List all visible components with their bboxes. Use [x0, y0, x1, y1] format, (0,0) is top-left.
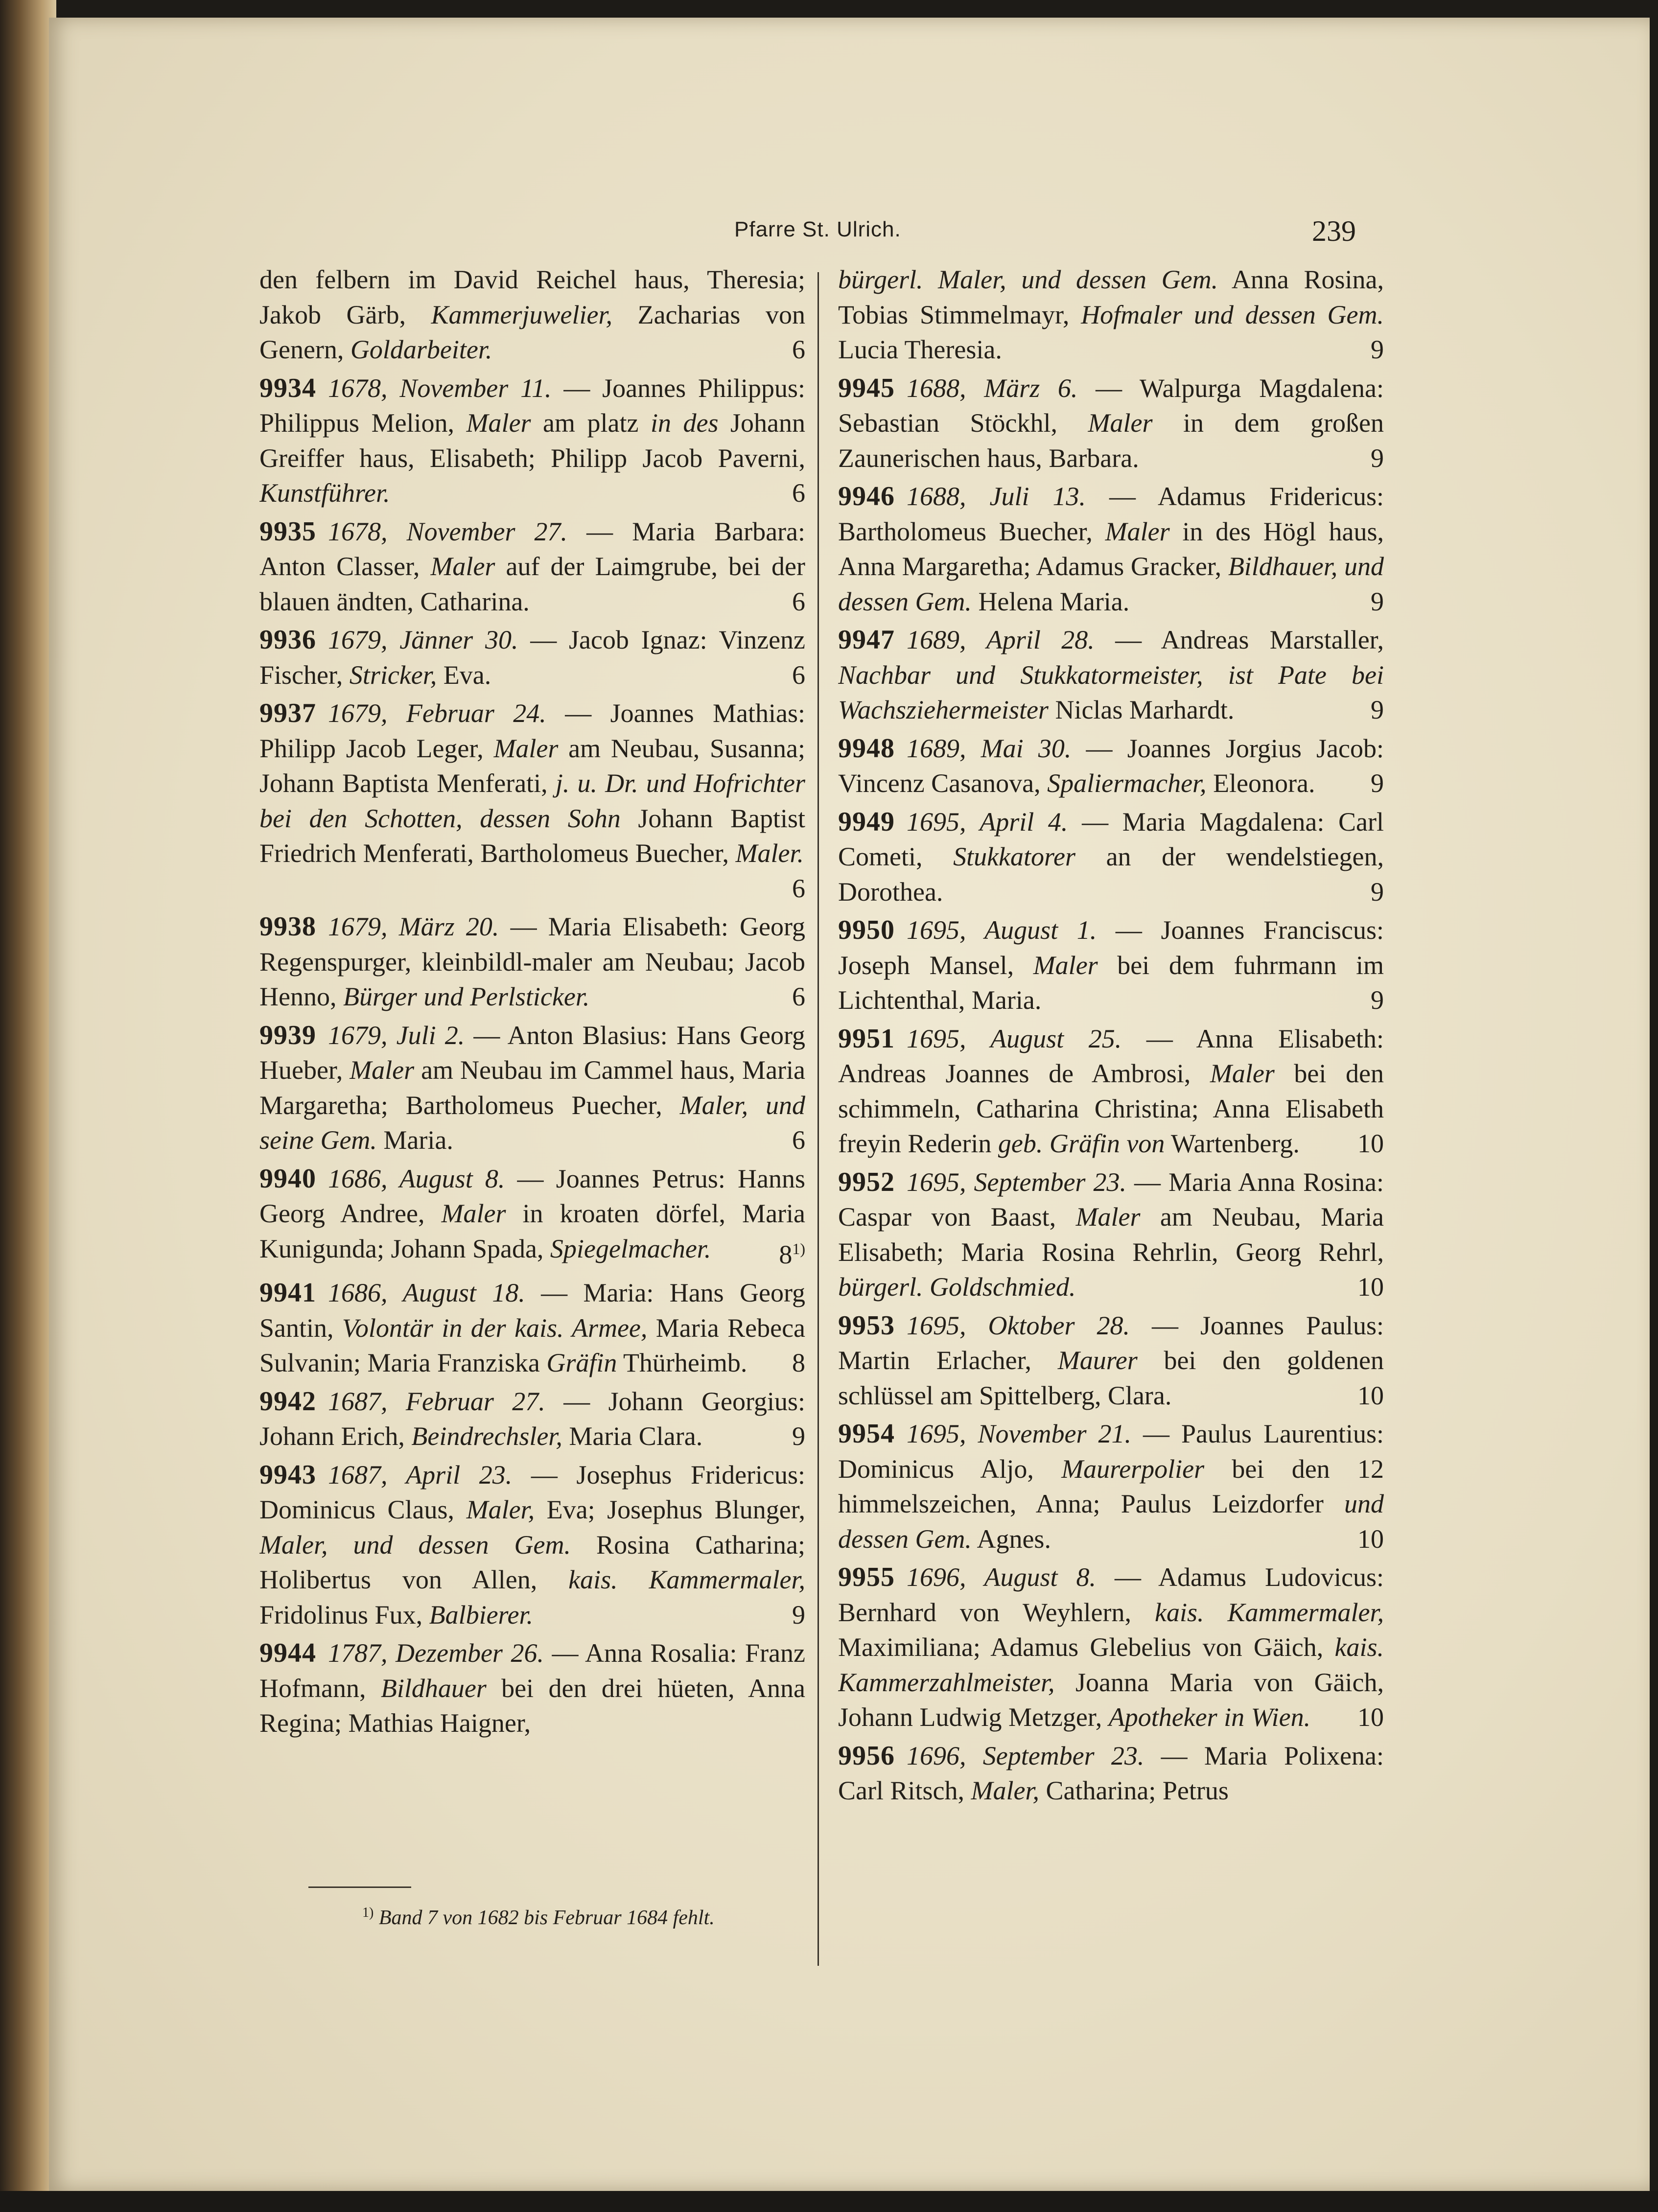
- entry-9936: 9936 1679, Jänner 30. — Jacob Ignaz: Vinzenz Fischer, Stricker, Eva. 6: [259, 623, 805, 693]
- footnote: [362, 1905, 715, 1930]
- entry-number: 9935: [259, 516, 316, 547]
- fee: 9: [1371, 877, 1384, 907]
- entry-number: 9944: [259, 1638, 316, 1668]
- entry-9946: 9946 1688, Juli 13. — Adamus Fridericus: Bartholomeus Buecher, Maler in des Högl haus, Anna Margaretha; Adamus Gracker, Bildhauer, und dessen Gem. Helena Maria. 9: [838, 479, 1384, 619]
- entry-date: 1689, Mai 30.: [907, 733, 1072, 763]
- fee: 10: [1357, 1380, 1384, 1410]
- fee: 8: [792, 1348, 805, 1377]
- entry-date: 1678, November 11.: [328, 373, 552, 403]
- scan-bottom-edge: [0, 2191, 1658, 2212]
- entry-date: 1687, April 23.: [328, 1460, 513, 1490]
- entry-number: 9937: [259, 698, 316, 728]
- footnote-marker: 1): [792, 1239, 805, 1257]
- entry-date: 1679, Juli 2.: [328, 1020, 465, 1050]
- fee: 9: [792, 1600, 805, 1630]
- book-spine: [0, 0, 56, 2212]
- fee: 6: [792, 478, 805, 508]
- fee: 6: [792, 873, 805, 903]
- fee: 8$^{1)}$: [779, 1239, 805, 1269]
- entry-9939: 9939 1679, Juli 2. — Anton Blasius: Hans Georg Hueber, Maler am Neubau im Cammel haus, Maria Margaretha; Bartholomeus Puecher, Maler, und seine Gem. Maria. 6: [259, 1018, 805, 1158]
- fee: 9: [1371, 695, 1384, 724]
- entry-9953: 9953 1695, Oktober 28. — Joannes Paulus: Martin Erlacher, Maurer bei den goldenen schlüssel am Spittelberg, Clara. 10: [838, 1308, 1384, 1414]
- left-column: [259, 262, 805, 1956]
- fee: 10: [1357, 1702, 1384, 1732]
- entry-9943: 9943 1687, April 23. — Josephus Fridericus: Dominicus Claus, Maler, Eva; Josephus Blunger, Maler, und dessen Gem. Rosina Catharina; Holibertus von Allen, kais. Kammermaler, Fridolinus Fux, Balbierer. 9: [259, 1458, 805, 1633]
- entry-9934: 9934 1678, November 11. — Joannes Philippus: Philippus Melion, Maler am platz in des Johann Greiffer haus, Elisabeth; Philipp Jacob Paverni, Kunstführer. 6: [259, 371, 805, 511]
- entry-number: 9953: [838, 1310, 895, 1341]
- entry-date: 1688, Juli 13.: [907, 482, 1086, 511]
- entry-date: 1686, August 8.: [328, 1164, 505, 1193]
- entry-9935: 9935 1678, November 27. — Maria Barbara: Anton Classer, Maler auf der Laimgrube, bei der blauen ändten, Catharina. 6: [259, 514, 805, 620]
- entry-number: 9941: [259, 1278, 316, 1308]
- fee: 10: [1357, 1524, 1384, 1554]
- entry-9941: 9941 1686, August 18. — Maria: Hans Georg Santin, Volontär in der kais. Armee, Maria Rebeca Sulvanin; Maria Franziska Gräfin Thürheimb. 8: [259, 1276, 805, 1381]
- fee: 9: [1371, 586, 1384, 616]
- entry-9942: 9942 1687, Februar 27. — Johann Georgius: Johann Erich, Beindrechsler, Maria Clara. 9: [259, 1384, 805, 1454]
- page-number: 239: [1312, 215, 1356, 247]
- fee: 6: [792, 1125, 805, 1155]
- entry-number: 9948: [838, 733, 895, 764]
- column-divider: [817, 272, 819, 1966]
- entry-date: 1689, April 28.: [907, 625, 1095, 654]
- entry-number: 9946: [838, 481, 895, 512]
- entry-number: 9951: [838, 1023, 895, 1054]
- fee: 6: [792, 660, 805, 690]
- entry-date: 1787, Dezember 26.: [328, 1638, 544, 1668]
- entry-date: 1695, September 23.: [907, 1167, 1126, 1197]
- footnote-rule: [308, 1886, 411, 1888]
- right-column: [838, 262, 1384, 1956]
- fee: 9: [1371, 768, 1384, 798]
- entry-continuation: den felbern im David Reichel haus, Theresia; Jakob Gärb, Kammerjuwelier, Zacharias von Genern, Goldarbeiter. 6: [259, 262, 805, 368]
- entry-number: 9952: [838, 1166, 895, 1197]
- entry-9951: 9951 1695, August 25. — Anna Elisabeth: Andreas Joannes de Ambrosi, Maler bei den schimmeln, Catharina Christina; Anna Elisabeth freyin Rederin geb. Gräfin von Wartenberg. 10: [838, 1022, 1384, 1162]
- entry-date: 1688, März 6.: [907, 373, 1078, 403]
- fee: 10: [1357, 1272, 1384, 1302]
- entry-9947: 9947 1689, April 28. — Andreas Marstaller, Nachbar und Stukkatormeister, ist Pate bei Wachsziehermeister Niclas Marhardt. 9: [838, 623, 1384, 728]
- entry-number: 9955: [838, 1562, 895, 1592]
- entry-date: 1696, August 8.: [907, 1562, 1097, 1592]
- fee: 6: [792, 982, 805, 1011]
- entry-9950: 9950 1695, August 1. — Joannes Franciscus: Joseph Mansel, Maler bei dem fuhrmann im Lichtenthal, Maria. 9: [838, 913, 1384, 1018]
- entry-number: 9934: [259, 373, 316, 403]
- entry-number: 9956: [838, 1740, 895, 1771]
- page-header: [49, 212, 1650, 252]
- entry-date: 1695, November 21.: [907, 1419, 1131, 1448]
- fee: 10: [1357, 1129, 1384, 1158]
- entry-9952: 9952 1695, September 23. — Maria Anna Rosina: Caspar von Baast, Maler am Neubau, Maria Elisabeth; Maria Rosina Rehrlin, Georg Rehrl, bürgerl. Goldschmied. 10: [838, 1165, 1384, 1305]
- entry-date: 1686, August 18.: [328, 1278, 525, 1307]
- entry-9938: 9938 1679, März 20. — Maria Elisabeth: Georg Regenspurger, kleinbildl-maler am Neubau; Jacob Henno, Bürger und Perlsticker. 6: [259, 909, 805, 1015]
- entry-9948: 9948 1689, Mai 30. — Joannes Jorgius Jacob: Vincenz Casanova, Spaliermacher, Eleonora. 9: [838, 731, 1384, 801]
- entry-9949: 9949 1695, April 4. — Maria Magdalena: Carl Cometi, Stukkatorer an der wendelstiegen, Dorothea. 9: [838, 805, 1384, 910]
- entry-number: 9947: [838, 625, 895, 655]
- fee: 9: [1371, 985, 1384, 1015]
- running-title: Pfarre St. Ulrich.: [734, 217, 901, 241]
- entry-9954: 9954 1695, November 21. — Paulus Laurentius: Dominicus Aljo, Maurerpolier bei den 12 himmelszeichen, Anna; Paulus Leizdorfer und dessen Gem. Agnes. 10: [838, 1417, 1384, 1557]
- entry-9955: 9955 1696, August 8. — Adamus Ludovicus: Bernhard von Weyhlern, kais. Kammermaler, Maximiliana; Adamus Glebelius von Gäich, kais. Kammerzahlmeister, Joanna Maria von Gäich, Johann Ludwig Metzger, Apotheker in Wien. 10: [838, 1560, 1384, 1735]
- footnote-text: Band 7 von 1682 bis Februar 1684 fehlt.: [374, 1907, 715, 1929]
- fee: 9: [1371, 443, 1384, 473]
- entry-date: 1687, Februar 27.: [328, 1386, 545, 1416]
- entry-number: 9945: [838, 373, 895, 403]
- entry-9945: 9945 1688, März 6. — Walpurga Magdalena: Sebastian Stöckhl, Maler in dem großen Zaunerischen haus, Barbara. 9: [838, 371, 1384, 476]
- entry-date: 1679, März 20.: [328, 912, 499, 941]
- entry-number: 9938: [259, 911, 316, 942]
- entry-date: 1695, August 1.: [907, 915, 1097, 945]
- fee: 6: [792, 335, 805, 364]
- book-page: [49, 18, 1650, 2191]
- entry-date: 1695, August 25.: [907, 1024, 1122, 1053]
- entry-number: 9936: [259, 625, 316, 655]
- entry-9937: 9937 1679, Februar 24. — Joannes Mathias: Philipp Jacob Leger, Maler am Neubau, Susanna; Johann Baptista Menferati, j. u. Dr. und Hofrichter bei den Schotten, dessen Sohn Johann Baptist Friedrich Menferati, Bartholomeus Buecher, Maler. 6: [259, 696, 805, 906]
- entry-9940: 9940 1686, August 8. — Joannes Petrus: Hanns Georg Andree, Maler in kroaten dörfel, Maria Kunigunda; Johann Spada, Spiegelmacher. 8$^{1)}$: [259, 1162, 805, 1273]
- entry-9956: 9956 1696, September 23. — Maria Polixena: Carl Ritsch, Maler, Catharina; Petrus: [838, 1740, 1384, 1805]
- entry-number: 9940: [259, 1163, 316, 1194]
- entry-date: 1695, April 4.: [907, 807, 1068, 837]
- entry-date: 1696, September 23.: [907, 1741, 1144, 1770]
- entry-date: 1695, Oktober 28.: [907, 1310, 1130, 1340]
- entry-date: 1679, Februar 24.: [328, 699, 546, 728]
- fee: 9: [792, 1421, 805, 1451]
- entry-number: 9942: [259, 1386, 316, 1417]
- footnote-mark: 1): [362, 1905, 374, 1920]
- entry-number: 9954: [838, 1419, 895, 1449]
- fee: 9: [1371, 335, 1384, 364]
- entry-number: 9950: [838, 915, 895, 945]
- entry-9944: 9944 1787, Dezember 26. — Anna Rosalia: Franz Hofmann, Bildhauer bei den drei hüeten, Anna Regina; Mathias Haigner,: [259, 1638, 805, 1738]
- entry-date: 1678, November 27.: [328, 516, 568, 546]
- entry-number: 9949: [838, 806, 895, 837]
- fee: 6: [792, 586, 805, 616]
- entry-date: 1679, Jänner 30.: [328, 625, 518, 654]
- entry-number: 9939: [259, 1020, 316, 1050]
- entry-number: 9943: [259, 1459, 316, 1490]
- entry-continuation: bürgerl. Maler, und dessen Gem. Anna Rosina, Tobias Stimmelmayr, Hofmaler und dessen Gem. Lucia Theresia. 9: [838, 262, 1384, 368]
